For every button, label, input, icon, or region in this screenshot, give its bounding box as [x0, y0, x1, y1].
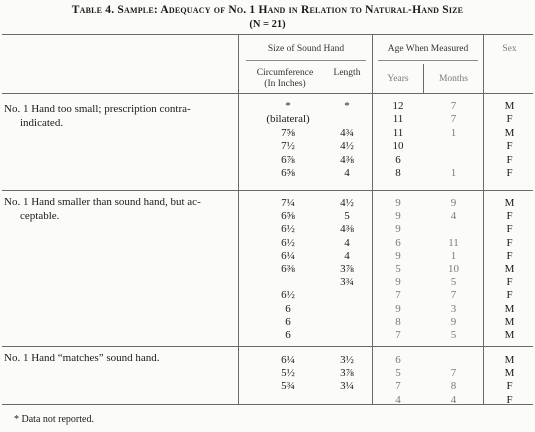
cell-years: 11 — [392, 126, 404, 139]
cell-circ: 5¾ — [281, 380, 295, 393]
header-age: Age When Measured — [387, 44, 469, 54]
cell-months: 7 — [450, 100, 457, 112]
cell-len: 4½ — [340, 197, 354, 209]
cell-circ: 6 — [285, 329, 291, 341]
top-rule — [2, 34, 533, 35]
header-circumference: Circumference — [256, 68, 314, 78]
cell-circ: (bilateral) — [266, 113, 310, 126]
cell-circ: 6⅜ — [281, 263, 295, 275]
cell-len: 4¾ — [340, 126, 354, 139]
cell-sex: M — [504, 126, 515, 139]
cell-circ: 6 — [285, 315, 291, 328]
cell-months: 1 — [450, 126, 457, 139]
cell-circ: 6¼ — [281, 354, 295, 366]
column-divider-desc — [238, 34, 239, 404]
cell-sex: F — [506, 249, 513, 262]
cell-sex: F — [506, 276, 513, 289]
cell-circ: * — [285, 100, 291, 112]
table-title: Table 4. Sample: Adequacy of No. 1 Hand in Relation to Natural-Hand Size — [71, 4, 464, 16]
cell-len: 4½ — [340, 140, 354, 153]
cell-circ: 6½ — [281, 289, 295, 302]
cell-years: 9 — [395, 249, 401, 262]
cell-sex: F — [506, 153, 513, 166]
cell-months: 11 — [448, 236, 459, 249]
cell-months: 1 — [450, 249, 457, 262]
cell-years: 9 — [395, 197, 401, 209]
cell-sex: F — [506, 210, 513, 223]
cell-months: 4 — [450, 393, 457, 406]
cell-len: 4 — [344, 249, 350, 262]
cell-months: 10 — [448, 263, 459, 275]
cell-sex: F — [506, 223, 513, 236]
cell-sex: M — [504, 263, 515, 275]
cell-sex: M — [504, 367, 515, 380]
cell-len: 4 — [344, 167, 350, 179]
cell-years: 4 — [395, 393, 401, 406]
footnote: * Data not reported. — [14, 414, 94, 425]
cell-circ: 6¼ — [281, 249, 295, 262]
cell-sex: F — [506, 167, 513, 179]
cell-circ: 5½ — [281, 367, 295, 380]
header-sound-hand: Size of Sound Hand — [267, 44, 345, 54]
header-circumference-unit: (In Inches) — [264, 79, 306, 89]
header-months: Months — [438, 74, 469, 84]
cell-len: 3¼ — [340, 380, 354, 393]
cell-months: 9 — [450, 315, 457, 328]
cell-len: 3½ — [340, 354, 354, 366]
cell-sex: M — [504, 315, 515, 328]
cell-years: 6 — [395, 236, 401, 249]
cell-months: 3 — [450, 302, 457, 315]
header-sex: Sex — [502, 44, 517, 54]
cell-sex: M — [504, 100, 515, 112]
cell-len: * — [344, 100, 350, 112]
cell-len: 4⅜ — [340, 153, 354, 166]
cell-len: 3¾ — [340, 276, 354, 289]
cell-years: 12 — [392, 100, 404, 112]
cell-sex: F — [506, 236, 513, 249]
cell-months: 9 — [450, 197, 457, 209]
cell-years: 10 — [392, 140, 404, 153]
group-label-matches: No. 1 Hand “matches” sound hand. — [4, 352, 160, 364]
cell-len: 5 — [344, 210, 350, 223]
sound-hand-span-rule — [246, 60, 366, 61]
table-subtitle: (N = 21) — [249, 19, 286, 30]
cell-sex: F — [506, 289, 513, 302]
group-label-too-small: No. 1 Hand too small; prescription contra- indicated. — [4, 103, 191, 129]
cell-sex: M — [504, 197, 515, 209]
cell-circ: 6⅝ — [281, 167, 295, 179]
cell-years: 11 — [392, 113, 404, 126]
cell-years: 6 — [395, 153, 401, 166]
age-span-rule — [378, 60, 478, 61]
cell-sex: F — [506, 113, 513, 126]
cell-months: 7 — [450, 289, 457, 302]
cell-years: 8 — [395, 167, 401, 179]
cell-months: 7 — [450, 113, 457, 126]
cell-circ: 6½ — [281, 236, 295, 249]
cell-len: 4 — [344, 236, 350, 249]
cell-circ: 7¼ — [281, 197, 295, 209]
cell-sex: M — [504, 302, 515, 315]
group-label-smaller-acceptable: No. 1 Hand smaller than sound hand, but ac- ceptable. — [4, 196, 201, 222]
cell-circ: 6 — [285, 302, 291, 315]
cell-months: 1 — [450, 167, 457, 179]
header-years: Years — [387, 74, 409, 84]
cell-years: 7 — [395, 380, 401, 393]
cell-circ: 6⅞ — [281, 153, 295, 166]
cell-years: 7 — [395, 329, 401, 341]
cell-years: 9 — [395, 223, 401, 236]
cell-sex: F — [506, 140, 513, 153]
cell-sex: M — [504, 329, 515, 341]
cell-circ: 7½ — [281, 140, 295, 153]
cell-len: 3⅞ — [340, 263, 354, 275]
cell-years: 9 — [395, 302, 401, 315]
cell-sex: F — [506, 380, 513, 393]
cell-months: 5 — [450, 329, 457, 341]
header-length: Length — [333, 68, 361, 78]
cell-sex: F — [506, 393, 513, 406]
cell-circ: 6⅝ — [281, 210, 295, 223]
cell-months: 5 — [450, 276, 457, 289]
cell-years: 9 — [395, 276, 401, 289]
cell-months: 4 — [450, 210, 457, 223]
cell-months: 7 — [450, 367, 457, 380]
group-divider-2 — [2, 346, 533, 347]
cell-years: 8 — [395, 315, 401, 328]
cell-years: 7 — [395, 289, 401, 302]
cell-years: 9 — [395, 210, 401, 223]
header-bottom-rule — [2, 93, 533, 94]
cell-circ: 6½ — [281, 223, 295, 236]
cell-years: 6 — [395, 354, 401, 366]
cell-circ: 7⅝ — [281, 126, 295, 139]
cell-months: 8 — [450, 380, 457, 393]
cell-len: 3⅞ — [340, 367, 354, 380]
cell-years: 5 — [395, 367, 401, 380]
cell-len: 4⅜ — [340, 223, 354, 236]
cell-years: 5 — [395, 263, 401, 275]
group-divider-1 — [2, 190, 533, 191]
cell-sex: M — [504, 354, 515, 366]
